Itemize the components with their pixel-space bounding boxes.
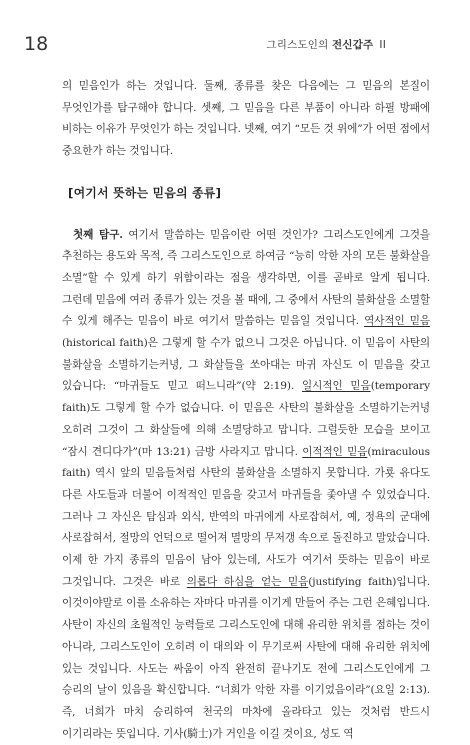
term-justifying-faith: 의롭다 하심을 얻는 믿음	[186, 575, 309, 588]
text-segment-1: 여기서 말씀하는 믿음이란 어떤 것인가? 그리스도인에게 그것을 추천하는 용도와 목적, 즉 그리스도인으로 하여금 “능히 악한 자의 모든 불화살을 소멸”할 수 있게 하기 위함이라는 점을 생각하면, 이를 곧바로 알게 됩니다. 그런데 믿음에 여러 종류가 있는 것을 볼 때에, 그 중에서 사탄의 불화살을 소멸할 수 있게 해주는 믿음이 바로 여기서 말씀하는 믿음일 것입니다.	[62, 228, 430, 328]
running-title-bold: 전신갑주	[332, 38, 374, 51]
text-segment-2: (historical faith)은 그렇게 할 수가 없으니 그것은 아닙니다. 이 믿음이 사탄의 불화살을 소멸하기는커녕, 그 화살들을 쏘아대는 마귀 자신도 이 믿음을 갖고 있습니다: “마귀들도 믿고 떠느니라”(약 2:19).	[62, 337, 430, 393]
paragraph-lead: 첫째 탐구.	[73, 228, 123, 241]
text-segment-4: (miraculous faith) 역시 앞의 믿음들처럼 사탄의 불화살을 소멸하지 못합니다. 가룟 유다도 다른 사도들과 더불어 이적적인 믿음을 갖고서 마귀들을 좇아낼 수 있었습니다. 그러나 그 자신은 탐심과 외식, 반역의 마귀에게 사로잡혀서, 예, 정욕의 군대에 사로잡혀서, 절망의 언덕으로 떨어져 멸망의 무저갱 속으로 돌진하고 말았습니다. 이제 한 가지 종류의 믿음이 남아 있는데, 사도가 여기서 뜻하는 믿음이 바로 그것입니다. 그것은 바로	[62, 445, 430, 588]
term-temporary-faith: 일시적인 믿음	[302, 380, 371, 393]
running-volume: II	[379, 38, 386, 51]
main-paragraph	[62, 225, 430, 745]
text-segment-3: (temporary faith)도 그렇게 할 수가 없습니다. 이 믿음은 사탄의 불화살을 소멸하기는커녕 오히려 그것이 그 화살들에 의해 소멸당하고 맙니다. 그럴듯한 모습을 보이고 “잠시 견디다가”(마 13:21) 금방 사라지고 맙니다.	[62, 380, 430, 458]
running-title-prefix: 그리스도인의	[266, 38, 333, 51]
term-miraculous-faith: 이적적인 믿음	[302, 445, 368, 458]
page-body	[62, 76, 430, 745]
page-number: 18	[24, 33, 49, 55]
page-header	[24, 30, 446, 58]
running-title	[266, 37, 386, 52]
text-segment-5: (justifying faith)입니다. 이것이야말로 이를 소유하는 자마다 마귀를 이기게 만들어 주는 그런 은혜입니다. 사탄이 자신의 초월적인 능력들로 그리스도인에 대해 유리한 위치를 점하는 것이 아니라, 그리스도인이 오히려 이 대의와 이 무기로써 사탄에 대해 유리한 위치에 있는 것입니다. 사도는 싸움이 아직 완전히 끝나기도 전에 그리스도인에게 그 승리의 날이 있음을 확신합니다. “너희가 악한 자를 이기었음이라”(요일 2:13). 즉, 너희가 마치 승리하여 천국의 마차에 올라타고 있는 것처럼 반드시 이기리라는 뜻입니다. 기사(騎士)가 거인을 이길 것이요, 성도 역	[62, 575, 431, 740]
section-title: [여기서 뜻하는 믿음의 종류]	[68, 185, 222, 200]
intro-paragraph: 의 믿음인가 하는 것입니다. 둘째, 종류를 찾은 다음에는 그 믿음의 본질이 무엇인가를 탐구해야 합니다. 셋째, 그 믿음을 다른 부품이 아니라 하필 방패에 비하는 이유가 무엇인가 하는 것입니다. 넷째, 여기 “모든 것 위에”가 어떤 점에서 중요한가 하는 것입니다.	[62, 80, 430, 158]
term-historical-faith: 역사적인 믿음	[364, 315, 430, 328]
